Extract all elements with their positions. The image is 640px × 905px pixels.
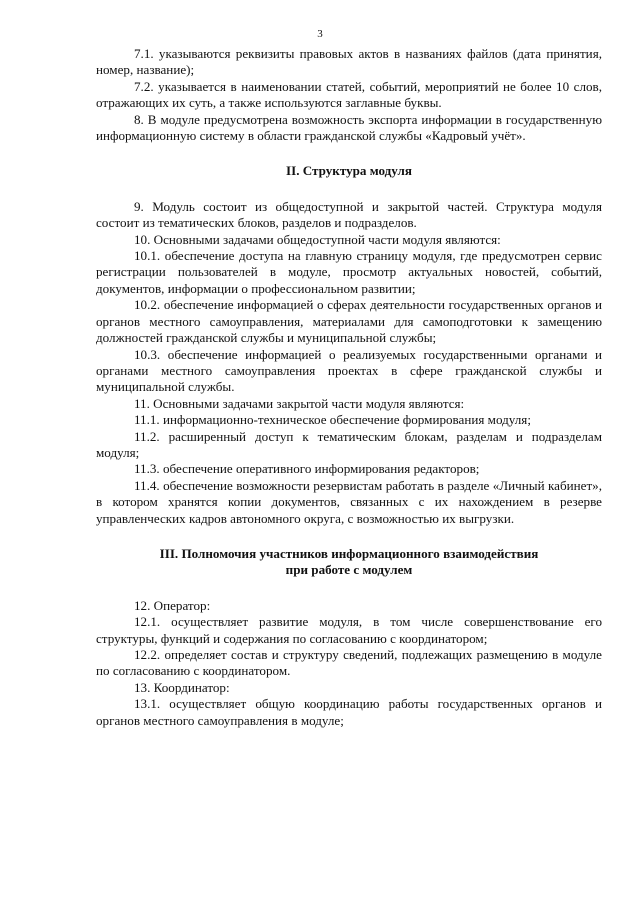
paragraph-7-2: 7.2. указывается в наименовании статей, событий, мероприятий не более 10 слов, отражающих их суть, а также используются заглавные буквы. xyxy=(96,78,602,111)
paragraph-11-3: 11.3. обеспечение оперативного информирования редакторов; xyxy=(134,461,480,477)
paragraph-8: 8. В модуле предусмотрена возможность экспорта информации в государственную информационную систему в области гражданской службы «Кадровый учёт». xyxy=(96,111,602,144)
document-body xyxy=(96,46,602,729)
section-heading-structure: II. Структура модуля xyxy=(286,163,412,179)
section-heading-powers-line2: при работе с модулем xyxy=(285,562,413,578)
paragraph-11-1: 11.1. информационно-техническое обеспечение формирования модуля; xyxy=(134,412,531,428)
paragraph-10-3: 10.3. обеспечение информацией о реализуемых государственными органами и органами местного самоуправления проектах в сфере гражданской службы и муниципальной службы. xyxy=(96,346,602,395)
paragraph-13-1: 13.1. осуществляет общую координацию работы государственных органов и органов местного самоуправления в модуле; xyxy=(96,696,602,728)
paragraph-10: 10. Основными задачами общедоступной части модуля являются: xyxy=(134,231,501,247)
paragraph-12-2: 12.2. определяет состав и структуру сведений, подлежащих размещению в модуле по согласованию с координатором. xyxy=(96,647,602,679)
page-number: 3 xyxy=(317,28,323,40)
paragraph-7-1: 7.1. указываются реквизиты правовых актов в названиях файлов (дата принятия, номер, название); xyxy=(96,46,602,78)
paragraph-13: 13. Координатор: xyxy=(134,679,230,695)
paragraph-11: 11. Основными задачами закрытой части модуля являются: xyxy=(134,395,465,411)
paragraph-12-1: 12.1. осуществляет развитие модуля, в том числе совершенствование его структуры, функций и содержания по согласованию с координатором; xyxy=(96,614,602,646)
paragraph-10-2: 10.2. обеспечение информацией о сферах деятельности государственных органов и органов местного самоуправления, материалами для самоподготовки к замещению должностей гражданской службы и муниципальной службы; xyxy=(96,297,602,346)
paragraph-9: 9. Модуль состоит из общедоступной и закрытой частей. Структура модуля состоит из тематических блоков, разделов и подразделов. xyxy=(96,198,602,231)
section-heading-powers xyxy=(96,546,602,579)
paragraph-10-1: 10.1. обеспечение доступа на главную страницу модуля, где предусмотрен сервис регистрации пользователей в модуле, просмотр актуальных новостей, событий, документов, информации о профессиональном развитии; xyxy=(96,248,602,296)
section-heading-powers-line1: III. Полномочия участников информационного взаимодействия xyxy=(159,545,539,561)
paragraph-11-4: 11.4. обеспечение возможности резервистам работать в разделе «Личный кабинет», в котором хранятся копии документов, связанных с их нахождением в резерве управленческих кадров автономного округа, с возможностью их выгрузки. xyxy=(96,477,602,526)
paragraph-11-2: 11.2. расширенный доступ к тематическим блокам, разделам и подразделам модуля; xyxy=(96,428,602,460)
paragraph-12: 12. Оператор: xyxy=(134,597,211,613)
